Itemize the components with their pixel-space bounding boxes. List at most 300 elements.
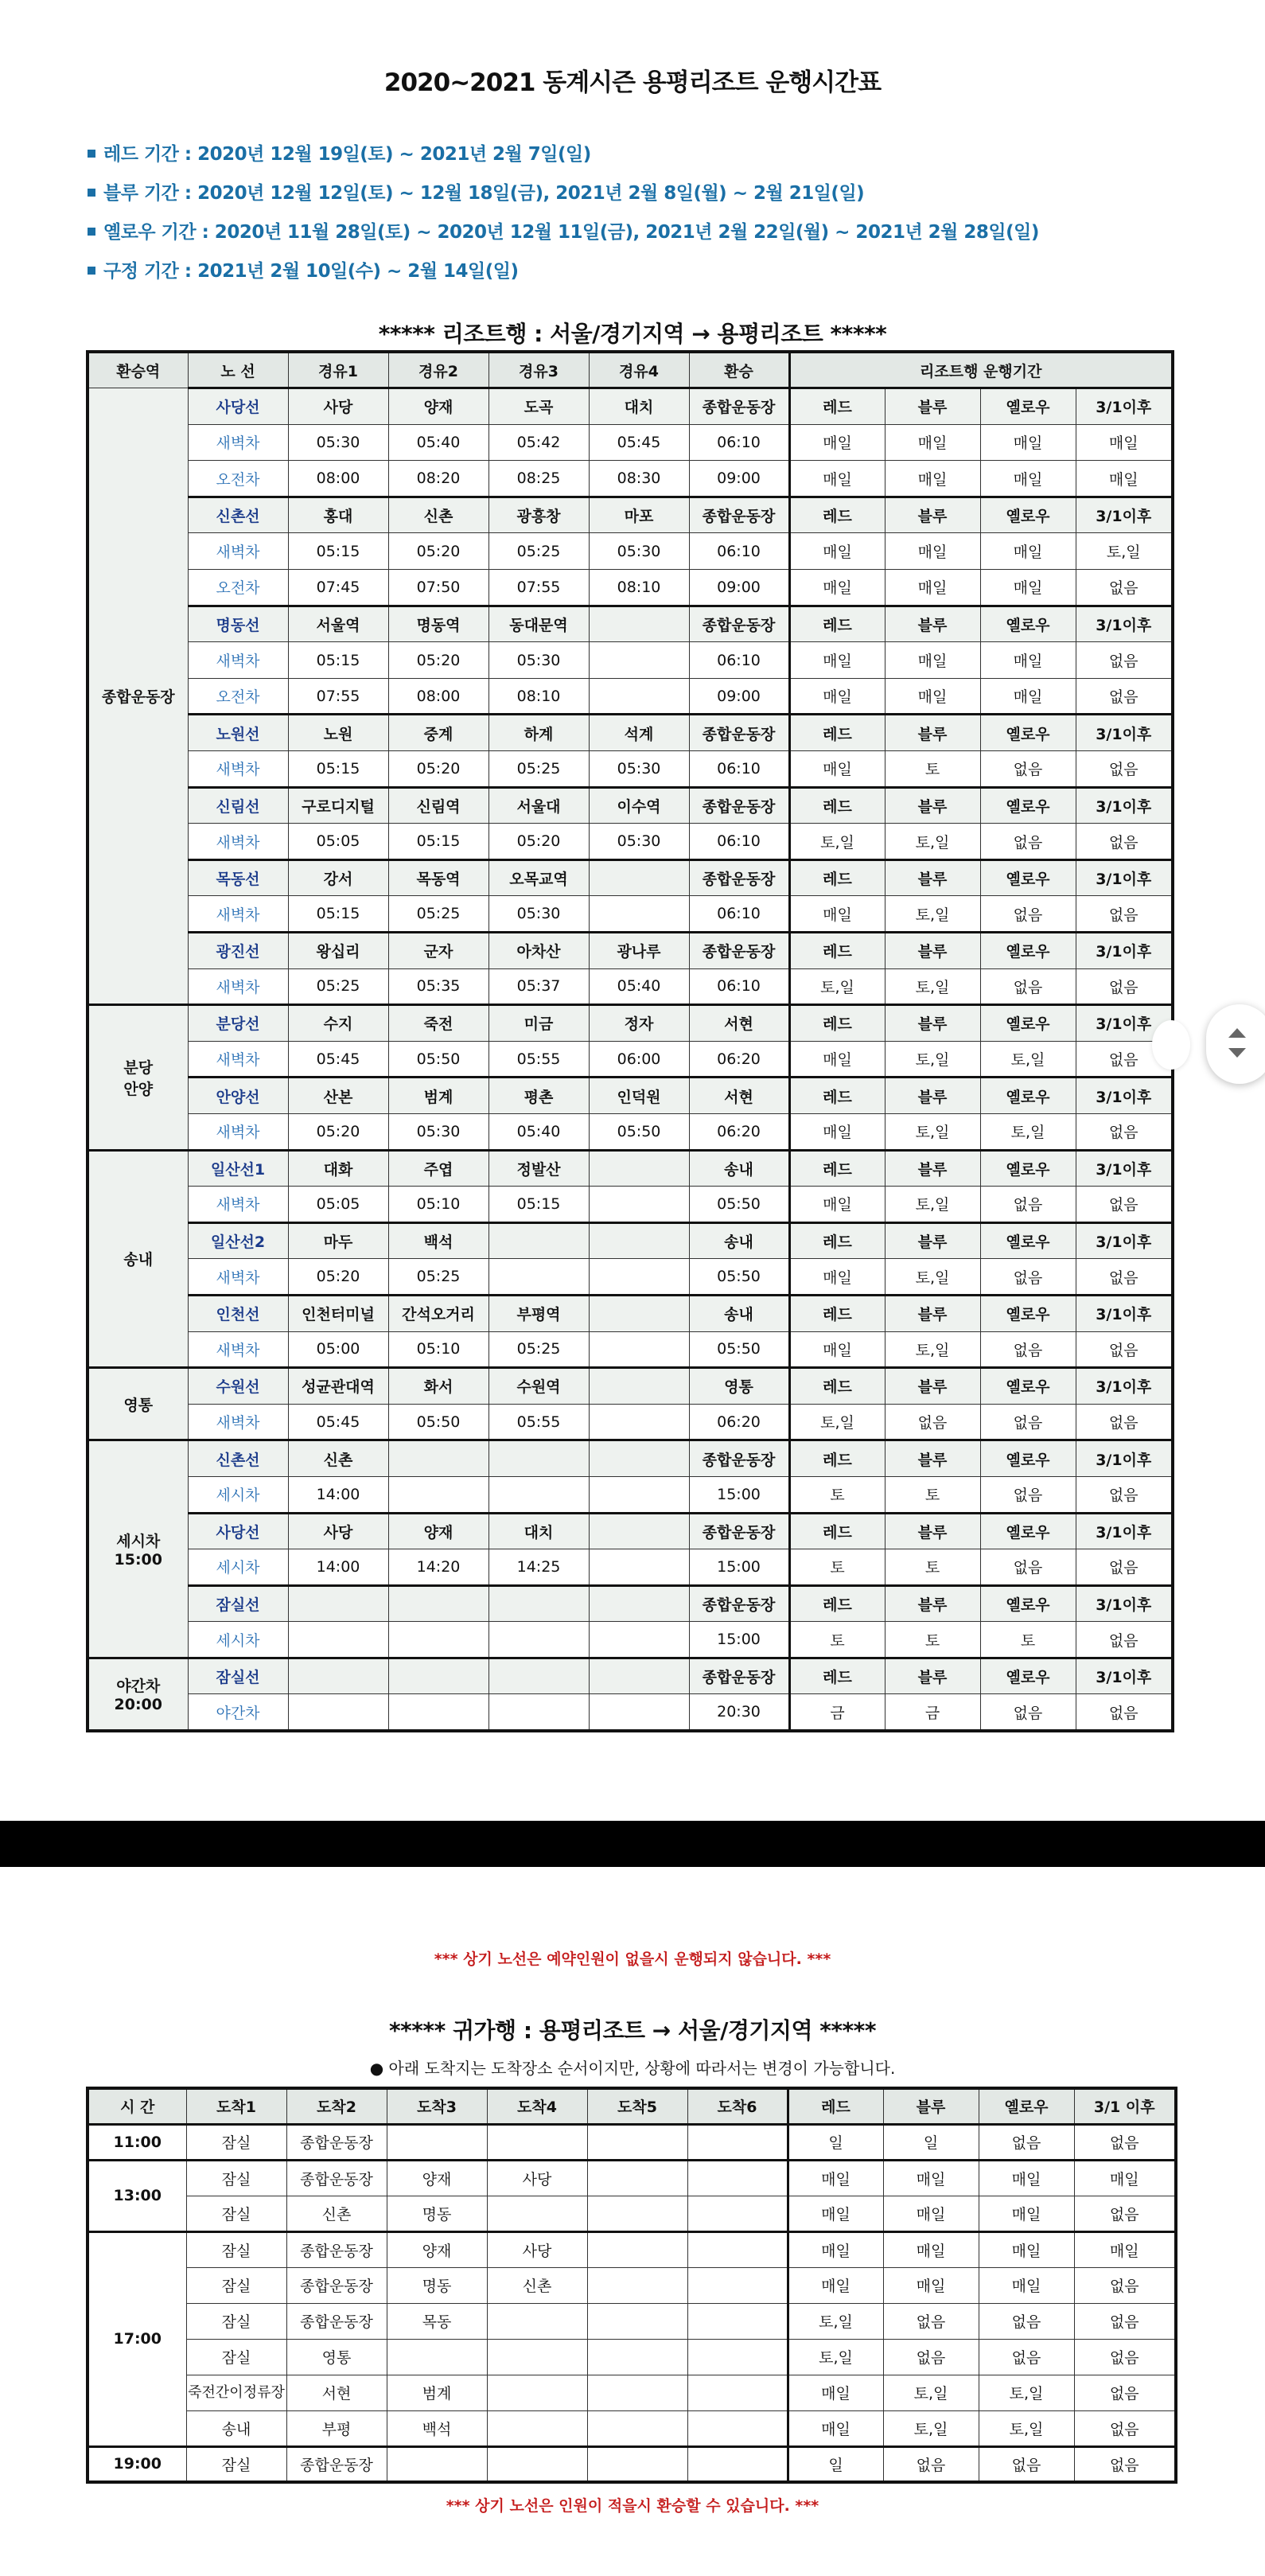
- run-row: [88, 1259, 1173, 1296]
- departure-time: [388, 1694, 488, 1731]
- departure-time: 05:25: [488, 533, 589, 570]
- outbound-timetable: [86, 350, 1174, 1732]
- period-label: 옐로우: [980, 1222, 1076, 1259]
- reservation-note: *** 상기 노선은 예약인원이 없을시 운행되지 않습니다. ***: [434, 1951, 831, 1968]
- departure-time: [288, 1694, 388, 1731]
- operation-days: 없음: [980, 1404, 1076, 1440]
- operation-days: 매일: [788, 2410, 883, 2446]
- departure-time: 05:55: [488, 1404, 589, 1440]
- arrival-stop: [587, 2231, 687, 2267]
- line-header-row: [88, 1005, 1173, 1042]
- arrival-stop: 부평: [286, 2410, 387, 2446]
- region-cell: 영통: [88, 1368, 188, 1440]
- run-kind: 새벽차: [188, 1113, 288, 1150]
- line-name: 일산선1: [188, 1150, 288, 1187]
- operation-days: 없음: [885, 1404, 980, 1440]
- departure-time: [589, 1404, 689, 1440]
- departure-time: 05:42: [488, 424, 589, 461]
- period-label: 레드: [789, 1078, 885, 1114]
- arrival-stop: [687, 2231, 788, 2267]
- operation-days: 매일: [979, 2267, 1074, 2303]
- arrival-stop: 사당: [487, 2231, 587, 2267]
- operation-days: 매일: [885, 424, 980, 461]
- stop-name: 광흥창: [488, 497, 589, 533]
- arrival-stop: [587, 2339, 687, 2375]
- run-kind: 세시차: [188, 1622, 288, 1658]
- header-row: [88, 352, 1173, 388]
- departure-time: 05:50: [388, 1404, 488, 1440]
- departure-time: [589, 1331, 689, 1368]
- operation-days: 토,일: [980, 1041, 1076, 1078]
- period-label: 블루: [885, 388, 980, 425]
- operation-days: 토,일: [885, 1187, 980, 1223]
- departure-time: 05:40: [388, 424, 488, 461]
- stop-name: 사당: [288, 388, 388, 425]
- stop-name: 인덕원: [589, 1078, 689, 1114]
- operation-days: 매일: [1076, 424, 1173, 461]
- operation-days: 토: [885, 1476, 980, 1513]
- period-label: 3/1이후: [1076, 787, 1173, 824]
- operation-days: 없음: [1074, 2375, 1176, 2410]
- stop-name: 석계: [589, 715, 689, 751]
- arrival-stop: [587, 2124, 687, 2160]
- column-header: 옐로우: [979, 2088, 1074, 2124]
- period-label: 블루: [885, 1222, 980, 1259]
- operation-days: 토,일: [979, 2410, 1074, 2446]
- arrival-stop: 잠실: [186, 2267, 286, 2303]
- return-row: [88, 2231, 1176, 2267]
- stop-name: [589, 1295, 689, 1331]
- operation-days: 매일: [980, 424, 1076, 461]
- run-row: [88, 1476, 1173, 1513]
- arrival-stop: 잠실: [186, 2124, 286, 2160]
- line-name: 노원선: [188, 715, 288, 751]
- arrow-up-icon[interactable]: [1228, 1028, 1246, 1038]
- arrival-stop: 잠실: [186, 2303, 286, 2339]
- transfer-time: 05:50: [689, 1259, 789, 1296]
- stop-name: 정자: [589, 1005, 689, 1042]
- operation-days: 없음: [979, 2303, 1074, 2339]
- run-row: [88, 1404, 1173, 1440]
- operation-days: 금: [885, 1694, 980, 1731]
- operation-days: 매일: [1074, 2231, 1176, 2267]
- period-label: 옐로우: [980, 1513, 1076, 1549]
- column-header: 도착6: [687, 2088, 788, 2124]
- period-label: 3/1이후: [1076, 388, 1173, 425]
- operation-days: 없음: [1076, 642, 1173, 679]
- transfer-station: 영통: [689, 1368, 789, 1405]
- period-label: 레드: [789, 715, 885, 751]
- departure-time: 05:20: [488, 824, 589, 860]
- departure-time: 05:50: [589, 1113, 689, 1150]
- operation-days: 토: [980, 1622, 1076, 1658]
- line-header-row: [88, 933, 1173, 969]
- operation-days: 토,일: [885, 1331, 980, 1368]
- column-header: 블루: [883, 2088, 979, 2124]
- operation-days: 없음: [883, 2339, 979, 2375]
- transfer-station: 송내: [689, 1295, 789, 1331]
- period-label: 3/1이후: [1076, 606, 1173, 642]
- period-label: 블루: [885, 1440, 980, 1477]
- column-header: 도착2: [286, 2088, 387, 2124]
- period-label: 레드: [789, 606, 885, 642]
- operation-days: 토,일: [885, 1041, 980, 1078]
- departure-time: [589, 1259, 689, 1296]
- line-name: 명동선: [188, 606, 288, 642]
- operation-days: 없음: [1076, 1549, 1173, 1586]
- arrival-stop: 목동: [387, 2303, 487, 2339]
- period-label: 옐로우: [980, 1078, 1076, 1114]
- line-header-row: [88, 1222, 1173, 1259]
- stop-name: 수지: [288, 1005, 388, 1042]
- arrival-stop: [487, 2124, 587, 2160]
- departure-time: [388, 1622, 488, 1658]
- stop-name: 수원역: [488, 1368, 589, 1405]
- departure-time: 05:35: [388, 968, 488, 1005]
- transfer-station: 서현: [689, 1078, 789, 1114]
- departure-time: [589, 678, 689, 715]
- operation-days: 매일: [789, 1187, 885, 1223]
- operation-days: 토,일: [885, 896, 980, 933]
- stop-name: 미금: [488, 1005, 589, 1042]
- operation-days: 없음: [980, 896, 1076, 933]
- period-red: 레드 기간 : 2020년 12월 19일(토) ~ 2021년 2월 7일(일): [88, 139, 1039, 178]
- operation-days: 매일: [789, 461, 885, 497]
- period-label: 레드: [789, 1222, 885, 1259]
- operation-days: 없음: [980, 1476, 1076, 1513]
- arrival-stop: 영통: [286, 2339, 387, 2375]
- transfer-time: 06:10: [689, 751, 789, 788]
- period-blue: 블루 기간 : 2020년 12월 12일(토) ~ 12월 18일(금), 2021년 2월 8일(월) ~ 2월 21일(일): [88, 178, 1039, 217]
- header-row: [88, 2088, 1176, 2124]
- period-label: 3/1이후: [1076, 1585, 1173, 1622]
- departure-time: 05:15: [288, 642, 388, 679]
- return-row: [88, 2196, 1176, 2231]
- departure-time: [589, 1476, 689, 1513]
- run-kind: 새벽차: [188, 1404, 288, 1440]
- arrival-stop: 죽전간이정류장: [186, 2375, 286, 2410]
- arrival-stop: [587, 2446, 687, 2482]
- stop-name: [488, 1440, 589, 1477]
- departure-time: [589, 1187, 689, 1223]
- departure-time: 05:10: [388, 1331, 488, 1368]
- return-row: [88, 2375, 1176, 2410]
- operation-days: 없음: [1076, 1331, 1173, 1368]
- run-row: [88, 896, 1173, 933]
- period-label: 레드: [789, 1368, 885, 1405]
- run-row: [88, 1187, 1173, 1223]
- region-cell: 분당 안양: [88, 1005, 188, 1150]
- operation-days: 매일: [980, 678, 1076, 715]
- operation-days: 없음: [1076, 1476, 1173, 1513]
- line-header-row: [88, 1368, 1173, 1405]
- operation-days: 없음: [1076, 570, 1173, 606]
- departure-time: 05:25: [388, 1259, 488, 1296]
- operation-days: 매일: [980, 642, 1076, 679]
- stop-name: 사당: [288, 1513, 388, 1549]
- operation-days: 토,일: [885, 824, 980, 860]
- run-kind: 새벽차: [188, 642, 288, 679]
- stop-name: 간석오거리: [388, 1295, 488, 1331]
- departure-time: 05:40: [589, 968, 689, 1005]
- operation-days: 매일: [883, 2160, 979, 2196]
- departure-time: 13:00: [88, 2160, 186, 2231]
- transfer-station: 종합운동장: [689, 787, 789, 824]
- departure-time: 05:25: [488, 751, 589, 788]
- operation-days: 매일: [883, 2196, 979, 2231]
- arrival-stop: 종합운동장: [286, 2446, 387, 2482]
- departure-time: 05:00: [288, 1331, 388, 1368]
- line-header-row: [88, 606, 1173, 642]
- stop-name: 중계: [388, 715, 488, 751]
- operation-days: 매일: [788, 2231, 883, 2267]
- return-row: [88, 2160, 1176, 2196]
- operation-days: 매일: [789, 1041, 885, 1078]
- line-name: 잠실선: [188, 1658, 288, 1694]
- transfer-time: 06:10: [689, 533, 789, 570]
- run-kind: 세시차: [188, 1549, 288, 1586]
- stop-name: [388, 1585, 488, 1622]
- operation-days: 없음: [1074, 2196, 1176, 2231]
- stop-name: 동대문역: [488, 606, 589, 642]
- arrival-stop: 잠실: [186, 2160, 286, 2196]
- departure-time: 11:00: [88, 2124, 186, 2160]
- region-cell: 야간차 20:00: [88, 1658, 188, 1730]
- arrival-stop: 잠실: [186, 2196, 286, 2231]
- stop-name: 산본: [288, 1078, 388, 1114]
- period-label: 블루: [885, 933, 980, 969]
- period-label: 블루: [885, 1295, 980, 1331]
- stop-name: [288, 1658, 388, 1694]
- section-divider: [0, 1821, 1265, 1867]
- stop-name: 대화: [288, 1150, 388, 1187]
- run-row: [88, 1622, 1173, 1658]
- arrival-stop: [487, 2446, 587, 2482]
- line-name: 광진선: [188, 933, 288, 969]
- region-cell: 세시차 15:00: [88, 1440, 188, 1658]
- operation-days: 매일: [1076, 461, 1173, 497]
- transfer-time: 05:50: [689, 1187, 789, 1223]
- operation-days: 매일: [885, 533, 980, 570]
- operation-days: 매일: [789, 1113, 885, 1150]
- transfer-station: 서현: [689, 1005, 789, 1042]
- operation-days: 토: [885, 751, 980, 788]
- operation-days: 매일: [885, 570, 980, 606]
- period-label: 옐로우: [980, 497, 1076, 533]
- departure-time: [488, 1622, 589, 1658]
- arrival-stop: [487, 2303, 587, 2339]
- line-name: 일산선2: [188, 1222, 288, 1259]
- column-header: 환승역: [88, 352, 188, 388]
- scroll-back-button[interactable]: [1152, 1020, 1190, 1070]
- run-kind: 새벽차: [188, 533, 288, 570]
- transfer-station: 종합운동장: [689, 1585, 789, 1622]
- departure-time: 08:00: [288, 461, 388, 497]
- operation-days: 매일: [885, 678, 980, 715]
- stop-name: 오목교역: [488, 859, 589, 896]
- operation-days: 매일: [979, 2160, 1074, 2196]
- period-label: 3/1이후: [1076, 1295, 1173, 1331]
- period-label: 레드: [789, 388, 885, 425]
- operation-days: 없음: [980, 751, 1076, 788]
- arrival-stop: 서현: [286, 2375, 387, 2410]
- transfer-note: *** 상기 노선은 인원이 적을시 환승할 수 있습니다. ***: [446, 2497, 819, 2515]
- period-label: 레드: [789, 1585, 885, 1622]
- line-name: 사당선: [188, 388, 288, 425]
- departure-time: 05:30: [288, 424, 388, 461]
- departure-time: [589, 896, 689, 933]
- period-label: 3/1이후: [1076, 497, 1173, 533]
- column-header: 환승: [689, 352, 789, 388]
- return-row: [88, 2267, 1176, 2303]
- operation-days: 토,일: [788, 2339, 883, 2375]
- stop-name: 양재: [388, 1513, 488, 1549]
- operation-days: 없음: [1076, 1259, 1173, 1296]
- operation-days: 일: [788, 2446, 883, 2482]
- transfer-time: 06:10: [689, 896, 789, 933]
- run-row: [88, 570, 1173, 606]
- period-label: 3/1이후: [1076, 1150, 1173, 1187]
- period-label: 옐로우: [980, 1005, 1076, 1042]
- period-label: 블루: [885, 1585, 980, 1622]
- transfer-station: 종합운동장: [689, 1440, 789, 1477]
- line-name: 사당선: [188, 1513, 288, 1549]
- departure-time: [288, 1622, 388, 1658]
- operation-days: 없음: [1074, 2446, 1176, 2482]
- operation-days: 매일: [979, 2196, 1074, 2231]
- transfer-station: 종합운동장: [689, 1513, 789, 1549]
- transfer-station: 송내: [689, 1222, 789, 1259]
- column-header: 경유3: [488, 352, 589, 388]
- stop-name: 명동역: [388, 606, 488, 642]
- operation-days: 없음: [1074, 2124, 1176, 2160]
- return-subtitle: ● 아래 도착지는 도착장소 순서이지만, 상황에 따라서는 변경이 가능합니다.: [369, 2059, 896, 2078]
- period-label: 옐로우: [980, 606, 1076, 642]
- arrival-stop: [387, 2446, 487, 2482]
- line-header-row: [88, 859, 1173, 896]
- run-kind: 새벽차: [188, 1259, 288, 1296]
- arrival-stop: 신촌: [487, 2267, 587, 2303]
- period-label: 레드: [789, 1440, 885, 1477]
- arrival-stop: 양재: [387, 2160, 487, 2196]
- line-header-row: [88, 1440, 1173, 1477]
- operation-days: 없음: [980, 1549, 1076, 1586]
- departure-time: 05:50: [388, 1041, 488, 1078]
- line-header-row: [88, 1295, 1173, 1331]
- departure-time: 07:45: [288, 570, 388, 606]
- arrival-stop: 송내: [186, 2410, 286, 2446]
- arrival-stop: 백석: [387, 2410, 487, 2446]
- scroll-navigator[interactable]: [1206, 1004, 1265, 1084]
- transfer-time: 05:50: [689, 1331, 789, 1368]
- stop-name: [388, 1658, 488, 1694]
- stop-name: 주엽: [388, 1150, 488, 1187]
- transfer-time: 06:10: [689, 424, 789, 461]
- stop-name: 하계: [488, 715, 589, 751]
- departure-time: 05:10: [388, 1187, 488, 1223]
- operation-days: 토,일: [885, 1113, 980, 1150]
- stop-name: 범계: [388, 1078, 488, 1114]
- period-label: 3/1이후: [1076, 1222, 1173, 1259]
- departure-time: 05:40: [488, 1113, 589, 1150]
- transfer-station: 종합운동장: [689, 859, 789, 896]
- operation-days: 토,일: [789, 968, 885, 1005]
- arrival-stop: [487, 2196, 587, 2231]
- period-label: 블루: [885, 859, 980, 896]
- arrival-stop: [687, 2375, 788, 2410]
- stop-name: 대치: [488, 1513, 589, 1549]
- run-kind: 새벽차: [188, 424, 288, 461]
- column-header: 레드: [788, 2088, 883, 2124]
- arrival-stop: [587, 2375, 687, 2410]
- stop-name: 마두: [288, 1222, 388, 1259]
- departure-time: 07:50: [388, 570, 488, 606]
- stop-name: 왕십리: [288, 933, 388, 969]
- transfer-time: 06:10: [689, 968, 789, 1005]
- departure-time: 08:20: [388, 461, 488, 497]
- departure-time: 08:30: [589, 461, 689, 497]
- operation-days: 없음: [979, 2339, 1074, 2375]
- operation-days: 없음: [1076, 1113, 1173, 1150]
- arrival-stop: [687, 2160, 788, 2196]
- departure-time: 19:00: [88, 2446, 186, 2482]
- period-label: 블루: [885, 1078, 980, 1114]
- period-label: 옐로우: [980, 1658, 1076, 1694]
- period-label: 레드: [789, 1513, 885, 1549]
- operation-days: 매일: [980, 570, 1076, 606]
- operation-days: 없음: [1076, 1041, 1173, 1078]
- period-label: 옐로우: [980, 1150, 1076, 1187]
- line-name: 목동선: [188, 859, 288, 896]
- operation-days: 토: [789, 1622, 885, 1658]
- period-label: 블루: [885, 1150, 980, 1187]
- operation-days: 없음: [1076, 968, 1173, 1005]
- operation-days: 매일: [789, 751, 885, 788]
- arrival-stop: [387, 2124, 487, 2160]
- operation-days: 매일: [789, 896, 885, 933]
- operation-days: 없음: [1074, 2303, 1176, 2339]
- departure-time: [488, 1259, 589, 1296]
- arrival-stop: 종합운동장: [286, 2231, 387, 2267]
- operation-days: 없음: [883, 2446, 979, 2482]
- transfer-time: 06:20: [689, 1404, 789, 1440]
- operation-days: 토,일: [885, 1259, 980, 1296]
- transfer-time: 15:00: [689, 1476, 789, 1513]
- departure-time: [388, 1476, 488, 1513]
- arrival-stop: [587, 2303, 687, 2339]
- arrival-stop: [587, 2410, 687, 2446]
- departure-time: 14:20: [388, 1549, 488, 1586]
- arrow-down-icon[interactable]: [1228, 1048, 1246, 1058]
- operation-days: 없음: [1076, 751, 1173, 788]
- departure-time: 05:15: [288, 533, 388, 570]
- arrival-stop: [587, 2160, 687, 2196]
- stop-name: [589, 1150, 689, 1187]
- stop-name: 신촌: [388, 497, 488, 533]
- run-kind: 새벽차: [188, 824, 288, 860]
- arrival-stop: 종합운동장: [286, 2160, 387, 2196]
- operation-days: 없음: [1076, 1622, 1173, 1658]
- stop-name: 강서: [288, 859, 388, 896]
- arrival-stop: [687, 2446, 788, 2482]
- run-kind: 야간차: [188, 1694, 288, 1731]
- departure-time: 05:20: [288, 1113, 388, 1150]
- period-label: 3/1이후: [1076, 1440, 1173, 1477]
- line-name: 잠실선: [188, 1585, 288, 1622]
- operation-days: 매일: [789, 642, 885, 679]
- line-header-row: [88, 497, 1173, 533]
- departure-time: 05:25: [488, 1331, 589, 1368]
